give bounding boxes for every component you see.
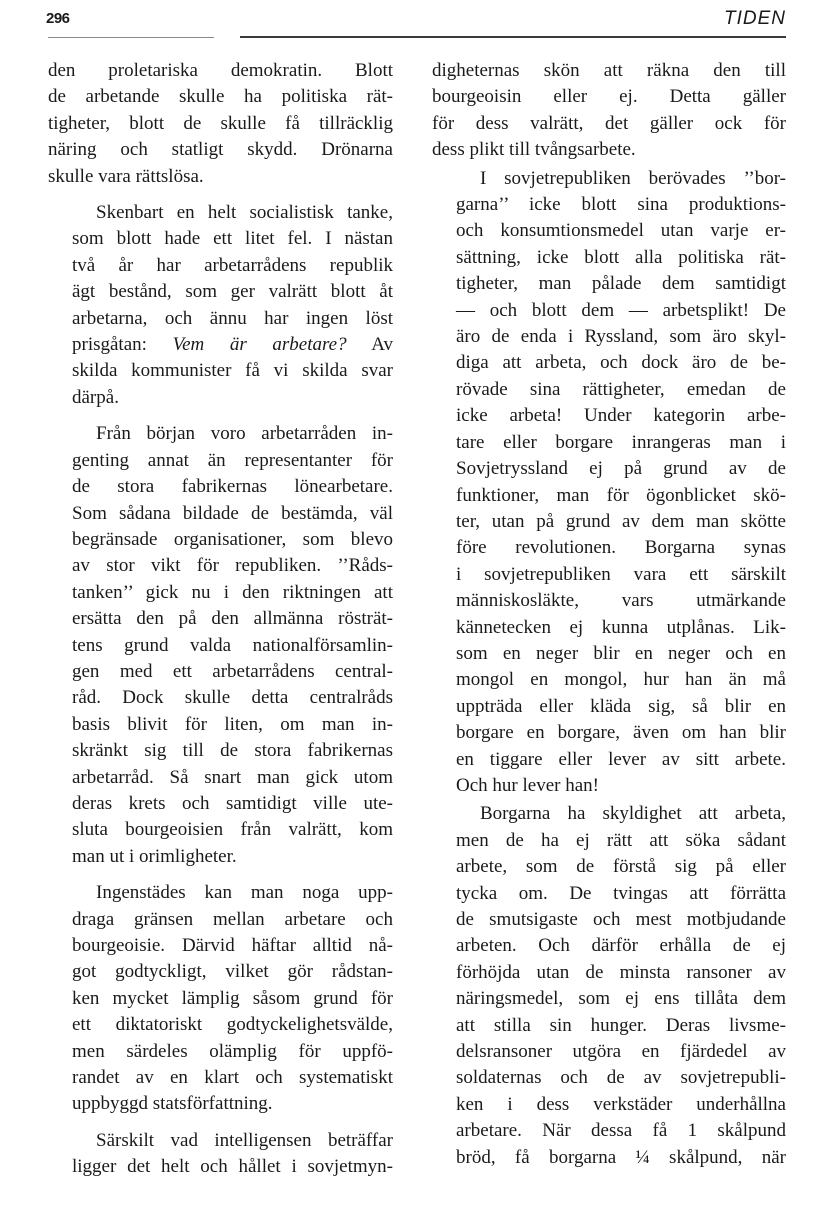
header-rule-right bbox=[240, 36, 786, 38]
text-line: bourgeoisin eller ej. Detta gäller bbox=[432, 86, 786, 108]
text-line: basis blivit för liten, om man in- bbox=[72, 713, 393, 735]
text-line: människosläkte, vars utmärkande bbox=[456, 590, 786, 612]
text-line: Ingenstädes kan man noga upp- bbox=[96, 882, 393, 904]
text-line: funktioner, man för ögonblicket skö- bbox=[456, 484, 786, 506]
text-line: men de ha ej rätt att söka sådant bbox=[456, 829, 786, 851]
text-line: delsransoner utgöra en fjärdedel av bbox=[456, 1041, 786, 1063]
text-line: Och hur lever han! bbox=[456, 774, 599, 796]
text-line: Särskilt vad intelligensen beträffar bbox=[96, 1129, 393, 1151]
text-line: tare eller borgare inrangeras man i bbox=[456, 431, 786, 453]
text-line: gen med ett arbetarrådens central- bbox=[72, 660, 393, 682]
text-line: ägt bestånd, som ger valrätt blott åt bbox=[72, 281, 393, 303]
text-line: tanken’’ gick nu i den riktningen att bbox=[72, 581, 393, 603]
paragraph bbox=[48, 58, 393, 190]
text-line: Som sådana bildade de bestämda, väl bbox=[72, 502, 393, 524]
text-line: ter, utan på grund av dem man skötte bbox=[456, 510, 786, 532]
text-line: ken mycket lämplig såsom grund för bbox=[72, 987, 393, 1009]
text-line: arbetare. När dessa få 1 skålpund bbox=[456, 1120, 786, 1142]
text-line: som blott hade ett litet fel. I nästan bbox=[72, 228, 393, 250]
text-line: men särdeles olämplig för uppfö- bbox=[72, 1040, 393, 1062]
text-line: ligger det helt och hållet i sovjetmyn- bbox=[72, 1156, 393, 1178]
text-line: de arbetande skulle ha politiska rät- bbox=[48, 86, 393, 108]
text-line: ersätta den på den allmänna rösträt- bbox=[72, 608, 393, 630]
text-line: sättning, icke blott alla politiska rät- bbox=[456, 246, 786, 268]
text-line: skilda kommunister få vi skilda svar bbox=[72, 360, 393, 382]
text-line: uppbyggd statsförfattning. bbox=[72, 1093, 273, 1115]
text-line: de stora fabrikernas lönearbetare. bbox=[72, 476, 393, 498]
text-line: icke arbeta! Under kategorin arbe- bbox=[456, 405, 786, 427]
text-line: diga att arbeta, och dock äro de be- bbox=[456, 352, 786, 374]
text-line: näringsmedel, som ej ens tillåta dem bbox=[456, 988, 786, 1010]
text-line: förhöjda utan de minsta ransoner av bbox=[456, 961, 786, 983]
text-line: borgare en borgare, även om han blir bbox=[456, 722, 786, 744]
text-line: mongol en mongol, hur han än må bbox=[456, 669, 786, 691]
text-line: begränsade organisationer, som blevo bbox=[72, 528, 393, 550]
text-line: — och blott dem — arbetsplikt! De bbox=[456, 299, 786, 321]
left-column bbox=[48, 58, 393, 1181]
text-line: arbetarna, och ännu har ingen löst bbox=[72, 307, 393, 329]
text-line: och konsumtionsmedel utan varje er- bbox=[456, 220, 786, 242]
text-line: Borgarna ha skyldighet att arbeta, bbox=[480, 803, 786, 825]
text-line: äro de enda i Ryssland, som äro skyl- bbox=[456, 326, 786, 348]
text-line: genting annat än representanter för bbox=[72, 449, 393, 471]
text-segment: prisgåtan: bbox=[72, 334, 173, 356]
text-line: soldaternas och de av sovjetrepubli- bbox=[456, 1067, 786, 1089]
text-line: de smutsigaste och mest motbjudande bbox=[456, 909, 786, 930]
text-line: skulle vara rättslösa. bbox=[48, 165, 204, 187]
text-line: den proletariska demokratin. Blott bbox=[48, 60, 393, 81]
text-line: uppträda eller kläda sig, så blir en bbox=[456, 695, 786, 717]
text-line: bröd, få borgarna ¼ skålpund, när bbox=[456, 1146, 786, 1168]
text-segment: Av bbox=[346, 334, 394, 356]
paragraph bbox=[48, 880, 393, 1118]
text-line: rövade sina rättigheter, emedan de bbox=[456, 378, 786, 400]
text-line: got godtyckligt, vilket gör rådstan- bbox=[72, 961, 393, 983]
paragraph bbox=[432, 801, 786, 1171]
text-line: randet av en klart och systematiskt bbox=[72, 1067, 393, 1089]
text-line: garna’’ icke blott sina produktions- bbox=[456, 194, 786, 216]
text-line: som en neger blir en neger och en bbox=[456, 642, 786, 664]
text-line: i sovjetrepubliken vara ett särskilt bbox=[456, 563, 786, 585]
text-line-with-italic bbox=[48, 332, 393, 358]
text-line: Sovjetryssland ej på grund av de bbox=[456, 458, 786, 480]
text-line: I sovjetrepubliken berövades ’’bor- bbox=[480, 167, 786, 189]
paragraph bbox=[432, 58, 786, 164]
text-line: man ut i orimligheter. bbox=[72, 845, 237, 867]
text-line: tigheter, man pålade dem samtidigt bbox=[456, 273, 786, 295]
text-line: dess plikt till tvångsarbete. bbox=[432, 139, 636, 161]
text-line: draga gränsen mellan arbetare och bbox=[72, 908, 393, 930]
text-line: en tiggare eller lever av sitt arbete. bbox=[456, 748, 786, 770]
page-header bbox=[46, 8, 786, 34]
text-line: för dess valrätt, det gäller ock för bbox=[432, 112, 786, 134]
paragraph bbox=[48, 200, 393, 411]
text-line: av stor vikt för republiken. ’’Råds- bbox=[72, 555, 393, 577]
paragraph bbox=[432, 166, 786, 800]
text-line: tigheter, blott de skulle få tillräcklig bbox=[48, 112, 393, 134]
text-line: Från början voro arbetarråden in- bbox=[96, 423, 393, 445]
text-line: tycka om. De tvingas att förrätta bbox=[456, 882, 786, 904]
text-line: digheternas skön att räkna den till bbox=[432, 60, 786, 81]
text-line: två år har arbetarrådens republik bbox=[72, 254, 393, 276]
text-line: arbeten. Och därför erhålla de ej bbox=[456, 935, 786, 957]
text-line: före revolutionen. Borgarna synas bbox=[456, 537, 786, 559]
text-line: bourgeoisie. Därvid häftar alltid nå- bbox=[72, 935, 393, 956]
text-line: ett diktatoriskt godtyckelighetsvälde, bbox=[72, 1014, 393, 1036]
text-line: sluta bourgeoisien från valrätt, kom bbox=[72, 819, 393, 841]
text-line: därpå. bbox=[72, 386, 119, 408]
running-title: TIDEN bbox=[724, 8, 786, 29]
text-line: kännetecken ej kunna utplånas. Lik- bbox=[456, 616, 786, 638]
paragraph bbox=[48, 421, 393, 870]
text-line: tens grund valda nationalförsamlin- bbox=[72, 634, 393, 656]
text-line: Skenbart en helt socialistisk tanke, bbox=[96, 202, 393, 224]
paragraph bbox=[48, 1128, 393, 1181]
text-line: arbete, som de förstå sig på eller bbox=[456, 856, 786, 878]
text-line: deras krets och samtidigt ville ute- bbox=[72, 792, 393, 814]
text-line: att stilla sin hunger. Deras livsme- bbox=[456, 1014, 786, 1036]
text-line: arbetarråd. Så snart man gick utom bbox=[72, 766, 393, 788]
right-column bbox=[432, 58, 786, 1171]
header-rule-left bbox=[48, 37, 214, 38]
text-line: skränkt sig till de stora fabrikernas bbox=[72, 740, 393, 762]
text-line: ken i dess verkstäder underhållna bbox=[456, 1093, 786, 1115]
italic-question: Vem är arbetare? bbox=[172, 334, 347, 356]
text-line: råd. Dock skulle detta centralråds bbox=[72, 687, 393, 709]
text-line: näring och statligt skydd. Drönarna bbox=[48, 139, 393, 161]
page-number: 296 bbox=[46, 10, 70, 27]
